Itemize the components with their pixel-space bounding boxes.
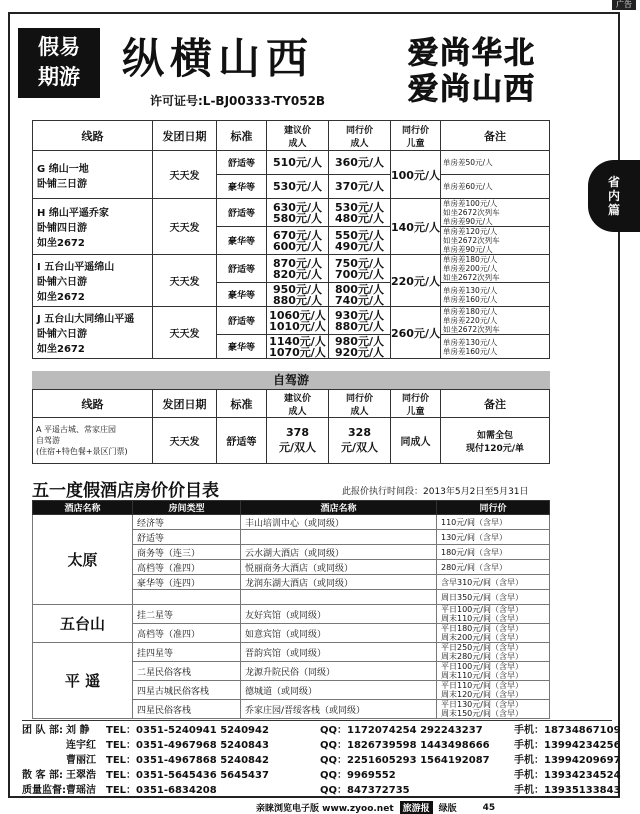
city-cell: 五台山	[33, 605, 133, 643]
contact-name: 王翠浩	[66, 770, 96, 781]
room-type-cell: 商务等（连三）	[133, 545, 241, 560]
retail-cell: 378 元/双人	[267, 418, 329, 464]
table-row	[33, 515, 550, 530]
contact-qq: QQ：9969552	[320, 770, 396, 781]
child-cell: 140元/人	[391, 199, 441, 255]
price-cell: 130元/间（含早）	[437, 530, 550, 545]
room-type-cell: 挂二星等	[133, 605, 241, 624]
hotel-name-cell: 友好宾馆（或同级）	[241, 605, 437, 624]
contact-name: 曹丽江	[66, 755, 96, 766]
col-price: 同行价	[437, 501, 550, 515]
contact-qq: QQ：2251605293 1564192087	[320, 755, 490, 766]
date-cell: 天天发	[153, 151, 217, 199]
retail-cell: 1060元/人 1010元/人	[267, 307, 329, 335]
retail-cell: 950元/人 880元/人	[267, 283, 329, 307]
std-cell: 舒适等	[217, 307, 267, 335]
col-note: 备注	[441, 121, 550, 151]
contact-mobile: 手机：13994209697	[514, 755, 621, 766]
std-cell: 舒适等	[217, 418, 267, 464]
peer-cell: 530元/人 480元/人	[329, 199, 391, 227]
col-route: 线路	[33, 390, 153, 418]
price-cell: 平日250元/间（含早） 周末280元/间（含早）	[437, 643, 550, 662]
hotel-name-cell: 龙源升院民俗（同级）	[241, 662, 437, 681]
note-cell: 如需全包 现付120元/单	[441, 418, 550, 464]
child-cell: 同成人	[391, 418, 441, 464]
hotel-name-cell: 云水湖大酒店（或同级）	[241, 545, 437, 560]
col-city: 酒店名称	[33, 501, 133, 515]
child-cell: 220元/人	[391, 255, 441, 307]
room-type-cell: 高档等（准四）	[133, 624, 241, 643]
price-cell: 平日110元/间（含早） 周末120元/间（含早）	[437, 681, 550, 700]
col-date: 发团日期	[153, 121, 217, 151]
room-type-cell: 高档等（准四）	[133, 560, 241, 575]
std-cell: 舒适等	[217, 151, 267, 175]
date-cell: 天天发	[153, 255, 217, 307]
contact-row	[22, 768, 621, 783]
self-drive-title: 自驾游	[32, 371, 550, 389]
contact-mobile: 手机：13934234524	[514, 770, 621, 781]
peer-cell: 750元/人 700元/人	[329, 255, 391, 283]
hotel-name-cell: 德城道（或同级）	[241, 681, 437, 700]
ad-type-line1: 假易	[38, 35, 80, 59]
col-date: 发团日期	[153, 390, 217, 418]
city-cell: 太原	[33, 515, 133, 605]
contact-mobile: 手机：13935133843	[514, 785, 621, 796]
footer-edition: 绿版	[438, 804, 457, 814]
peer-cell: 550元/人 490元/人	[329, 227, 391, 255]
peer-cell: 370元/人	[329, 175, 391, 199]
col-child: 同行价 儿童	[391, 121, 441, 151]
table-row	[33, 307, 550, 335]
table-header-row	[33, 390, 550, 418]
price-cell: 含早310元/间（含早）	[437, 575, 550, 590]
note-cell: 单房差50元/人	[441, 151, 550, 175]
price-cell: 周日350元/间（含早）	[437, 590, 550, 605]
contact-qq: QQ：1172074254 292243237	[320, 725, 483, 736]
price-cell: 平日180元/间（含早） 周末200元/间（含早）	[437, 624, 550, 643]
hotel-name-cell: 龙润东湖大酒店（或同级）	[241, 575, 437, 590]
table-row	[33, 643, 550, 662]
room-type-cell: 经济等	[133, 515, 241, 530]
hotel-name-cell	[241, 590, 437, 605]
contact-row	[22, 783, 621, 798]
note-cell: 单房差180元/人 单房差200元/人 如坐2672次列车	[441, 255, 550, 283]
contact-tel: TEL：0351-4967968 5240843	[106, 740, 269, 751]
hotel-name-cell: 丰山培训中心（或同级）	[241, 515, 437, 530]
footer-pill: 旅游报	[400, 801, 433, 814]
peer-cell: 328 元/双人	[329, 418, 391, 464]
self-drive-table	[32, 389, 550, 464]
tab-char: 篇	[607, 203, 620, 217]
child-cell: 260元/人	[391, 307, 441, 359]
room-type-cell: 舒适等	[133, 530, 241, 545]
contacts-block	[22, 720, 621, 798]
col-route: 线路	[33, 121, 153, 151]
section-tab[interactable]	[588, 160, 640, 232]
contact-row	[22, 723, 621, 738]
peer-cell: 930元/人 880元/人	[329, 307, 391, 335]
price-cell: 110元/间（含早）	[437, 515, 550, 530]
table-row	[33, 605, 550, 624]
route-cell: H 绵山平遥乔家 卧铺四日游 如坐2672	[33, 199, 153, 255]
std-cell: 豪华等	[217, 335, 267, 359]
room-type-cell: 四星古城民俗客栈	[133, 681, 241, 700]
hotel-price-table	[32, 500, 550, 719]
contact-row	[22, 738, 621, 753]
contact-name: 曹瑶洁	[66, 785, 96, 796]
table-header-row	[33, 501, 550, 515]
std-cell: 豪华等	[217, 175, 267, 199]
std-cell: 豪华等	[217, 227, 267, 255]
contact-tel: TEL：0351-6834208	[106, 785, 217, 796]
brand-title: 纵横山西	[122, 34, 315, 83]
date-cell: 天天发	[153, 199, 217, 255]
contact-qq: QQ：1826739598 1443498666	[320, 740, 490, 751]
contact-dept: 质量监督:	[22, 785, 66, 796]
col-room-type: 房间类型	[133, 501, 241, 515]
col-hotel: 酒店名称	[241, 501, 437, 515]
hotel-name-cell: 如意宾馆（或同级）	[241, 624, 437, 643]
date-cell: 天天发	[153, 418, 217, 464]
std-cell: 舒适等	[217, 199, 267, 227]
hotel-name-cell: 乔家庄园/晋绥客栈（或同级）	[241, 700, 437, 719]
col-std: 标准	[217, 121, 267, 151]
child-cell: 100元/人	[391, 151, 441, 199]
route-cell: J 五台山大同绵山平遥 卧铺六日游 如坐2672	[33, 307, 153, 359]
slogan-1: 爱尚华北	[408, 36, 536, 71]
contact-qq: QQ：847372735	[320, 785, 410, 796]
room-type-cell: 二星民俗客栈	[133, 662, 241, 681]
retail-cell: 530元/人	[267, 175, 329, 199]
col-retail: 建议价 成人	[267, 390, 329, 418]
note-cell: 单房差130元/人 单房差160元/人	[441, 335, 550, 359]
table-row	[33, 418, 550, 464]
retail-cell: 510元/人	[267, 151, 329, 175]
peer-cell: 800元/人 740元/人	[329, 283, 391, 307]
room-type-cell: 四星民俗客栈	[133, 700, 241, 719]
contact-tel: TEL：0351-5240941 5240942	[106, 725, 269, 736]
table-row	[33, 199, 550, 227]
col-retail: 建议价 成人	[267, 121, 329, 151]
price-cell: 平日130元/间（含早） 周末150元/间（含早）	[437, 700, 550, 719]
contact-row	[22, 753, 621, 768]
contact-dept: 团 队 部:	[22, 725, 63, 736]
std-cell: 舒适等	[217, 255, 267, 283]
contact-dept: 散 客 部:	[22, 770, 63, 781]
table-row	[33, 255, 550, 283]
date-cell: 天天发	[153, 307, 217, 359]
ad-type-badge	[18, 28, 100, 98]
city-cell: 平 遥	[33, 643, 133, 719]
contact-tel: TEL：0351-4967868 5240842	[106, 755, 269, 766]
price-cell: 280元/间（含早）	[437, 560, 550, 575]
license-number: 许可证号:L-BJ00333-TY052B	[150, 94, 326, 108]
col-std: 标准	[217, 390, 267, 418]
room-type-cell: 豪华等（连四）	[133, 575, 241, 590]
col-peer: 同行价 成人	[329, 390, 391, 418]
retail-cell: 870元/人 820元/人	[267, 255, 329, 283]
hotel-name-cell: 晋韵宾馆（或同级）	[241, 643, 437, 662]
col-note: 备注	[441, 390, 550, 418]
page-number: 45	[482, 802, 496, 813]
footer	[256, 801, 495, 814]
note-cell: 单房差130元/人 单房差160元/人	[441, 283, 550, 307]
contact-dept	[22, 738, 66, 753]
footer-site: 亲睐浏览电子版 www.zyoo.net	[256, 804, 394, 814]
std-cell: 豪华等	[217, 283, 267, 307]
price-cell: 180元/间（含早）	[437, 545, 550, 560]
note-cell: 单房差60元/人	[441, 175, 550, 199]
contact-name: 刘 静	[66, 725, 90, 736]
route-cell: A 平遥古城、常家庄园 自驾游 (住宿+特色餐+景区门票)	[33, 418, 153, 464]
ad-label: 广告	[612, 0, 636, 10]
hotel-date-range: 此报价执行时间段：2013年5月2日至5月31日	[342, 487, 529, 497]
hotel-name-cell	[241, 530, 437, 545]
contact-mobile: 手机：18734867109	[514, 725, 621, 736]
col-child: 同行价 儿童	[391, 390, 441, 418]
contact-mobile: 手机：13994234256	[514, 740, 621, 751]
tab-char: 省	[607, 175, 620, 189]
col-peer: 同行价 成人	[329, 121, 391, 151]
table-row	[33, 151, 550, 175]
note-cell: 单房差120元/人 如坐2672次列车 单房差90元/人	[441, 227, 550, 255]
hotel-table-title: 五一度假酒店房价价目表	[32, 481, 219, 501]
room-type-cell	[133, 590, 241, 605]
tour-price-table	[32, 120, 550, 359]
contact-dept	[22, 753, 66, 768]
retail-cell: 630元/人 580元/人	[267, 199, 329, 227]
note-cell: 单房差180元/人 单房差220元/人 如坐2672次列车	[441, 307, 550, 335]
room-type-cell: 挂四星等	[133, 643, 241, 662]
retail-cell: 1140元/人 1070元/人	[267, 335, 329, 359]
price-cell: 平日100元/间（含早） 周末110元/间（含早）	[437, 605, 550, 624]
contact-tel: TEL：0351-5645436 5645437	[106, 770, 269, 781]
contact-name: 连宇红	[66, 740, 96, 751]
retail-cell: 670元/人 600元/人	[267, 227, 329, 255]
peer-cell: 980元/人 920元/人	[329, 335, 391, 359]
table-header-row	[33, 121, 550, 151]
note-cell: 单房差100元/人 如坐2672次列车 单房差90元/人	[441, 199, 550, 227]
hotel-name-cell: 悦丽商务大酒店（或同级）	[241, 560, 437, 575]
route-cell: G 绵山一地 卧铺三日游	[33, 151, 153, 199]
route-cell: I 五台山平遥绵山 卧铺六日游 如坐2672	[33, 255, 153, 307]
slogan-2: 爱尚山西	[408, 72, 536, 107]
peer-cell: 360元/人	[329, 151, 391, 175]
price-cell: 平日100元/间（含早） 周末110元/间（含早）	[437, 662, 550, 681]
tab-char: 内	[607, 189, 620, 203]
ad-type-line2: 期游	[38, 65, 80, 89]
